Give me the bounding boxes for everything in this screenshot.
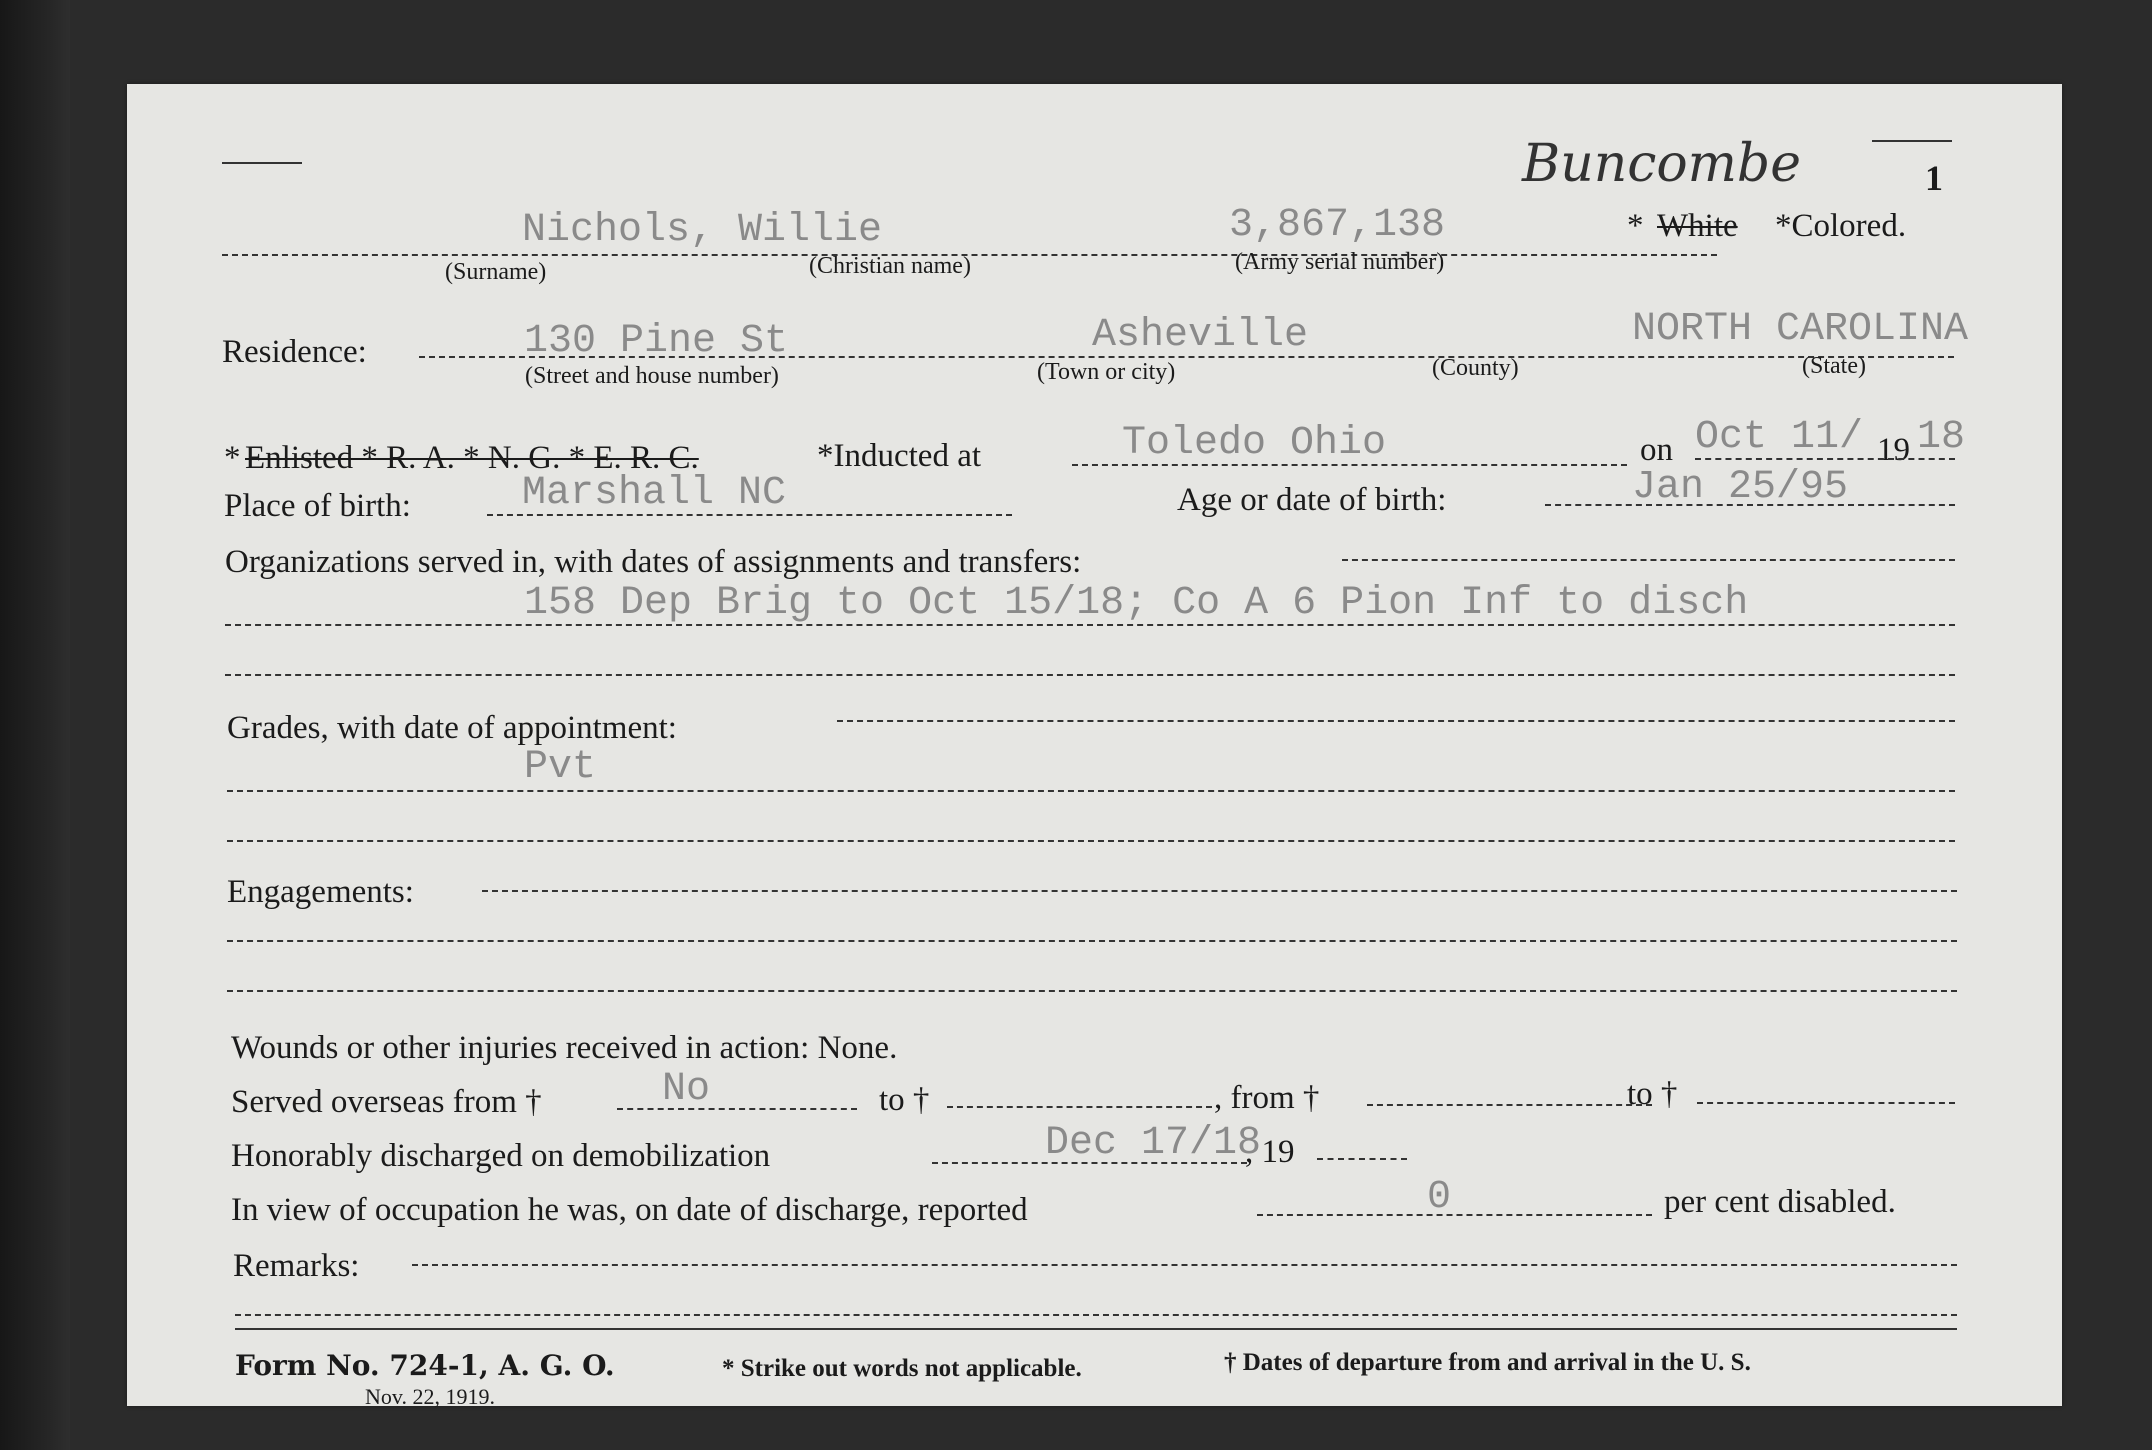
date-line <box>1695 458 1955 460</box>
top-left-rule <box>222 162 302 164</box>
residence-line <box>419 356 1954 358</box>
footer-rule <box>235 1328 1957 1330</box>
overseas-to-line <box>947 1106 1212 1108</box>
serial-value: 3,867,138 <box>1229 203 1446 248</box>
engagements-label: Engagements: <box>227 874 414 910</box>
dates-note: † Dates of departure from and arrival in the U. S. <box>1224 1349 1751 1376</box>
grades-line-2 <box>227 790 1955 792</box>
year-prefix: 19 <box>1877 432 1910 468</box>
remarks-line-2 <box>235 1314 1957 1316</box>
overseas-from-line <box>617 1108 857 1110</box>
grades-line-3 <box>227 840 1955 842</box>
enlisted-asterisk: * <box>224 440 241 476</box>
page-number: 1 <box>1925 158 1943 198</box>
state-label: (State) <box>1802 353 1866 379</box>
residence-label: Residence: <box>222 334 367 370</box>
overseas-to2-line <box>1697 1102 1955 1104</box>
birth-date-line <box>1545 504 1955 506</box>
birth-date-label: Age or date of birth: <box>1177 482 1447 518</box>
organizations-line-2 <box>225 624 1955 626</box>
county-handwritten: Buncombe <box>1522 134 1801 194</box>
overseas-to-label: to † <box>879 1082 930 1118</box>
birth-place-line <box>487 514 1012 516</box>
residence-state: NORTH CAROLINA <box>1632 307 1969 352</box>
race-white-struck: White <box>1657 208 1738 244</box>
inducted-place: Toledo Ohio <box>1122 421 1387 466</box>
inducted-line <box>1072 464 1627 466</box>
overseas-label: Served overseas from † <box>231 1084 542 1120</box>
race-prefix: * <box>1627 208 1644 244</box>
engagements-line-3 <box>227 990 1957 992</box>
discharge-label: Honorably discharged on demobilization <box>231 1138 771 1174</box>
grades-label: Grades, with date of appointment: <box>227 710 677 746</box>
disability-line <box>1257 1214 1652 1216</box>
form-date: Nov. 22, 1919. <box>365 1384 495 1409</box>
discharge-year-line <box>1317 1158 1407 1160</box>
organizations-line-3 <box>225 674 1955 676</box>
county-label: (County) <box>1432 355 1519 381</box>
remarks-label: Remarks: <box>233 1248 360 1284</box>
on-label: on <box>1640 432 1673 468</box>
name-value: Nichols, Willie <box>522 208 883 253</box>
top-right-rule <box>1872 140 1952 142</box>
disability-suffix: per cent disabled. <box>1664 1184 1896 1220</box>
birth-place-label: Place of birth: <box>224 488 411 524</box>
organizations-line-1 <box>1342 559 1955 561</box>
street-label: (Street and house number) <box>525 363 779 389</box>
birth-place: Marshall NC <box>522 471 787 516</box>
residence-town: Asheville <box>1092 313 1309 358</box>
inducted-year: 18 <box>1917 415 1966 460</box>
discharge-year-label: , 19 <box>1245 1134 1295 1170</box>
disability-value: 0 <box>1427 1175 1452 1220</box>
strike-note: * Strike out words not applicable. <box>722 1355 1082 1382</box>
residence-street: 130 Pine St <box>524 319 789 364</box>
organizations-value: 158 Dep Brig to Oct 15/18; Co A 6 Pion Inf to disch <box>524 581 1749 626</box>
engagements-line-1 <box>482 890 1957 892</box>
overseas-from2-line <box>1367 1104 1652 1106</box>
surname-label: (Surname) <box>445 259 547 285</box>
inducted-date: Oct 11/ <box>1695 415 1864 460</box>
organizations-label: Organizations served in, with dates of assignments and transfers: <box>225 544 1082 580</box>
remarks-line-1 <box>412 1264 1957 1266</box>
serial-label: (Army serial number) <box>1235 249 1445 275</box>
overseas-to2-label: to † <box>1627 1076 1678 1112</box>
race-colored: *Colored. <box>1775 208 1907 244</box>
wounds-label: Wounds or other injuries received in action: None. <box>231 1030 898 1066</box>
inducted-label: *Inducted at <box>817 438 982 474</box>
service-record-card <box>127 84 2062 1409</box>
form-number: Form No. 724-1, A. G. O. <box>235 1349 615 1382</box>
town-label: (Town or city) <box>1037 359 1176 385</box>
grades-value: Pvt <box>524 745 597 790</box>
grades-line-1 <box>837 720 1955 722</box>
enlisted-struck: Enlisted * R. A. * N. G. * E. R. C. <box>245 440 699 476</box>
engagements-line-2 <box>227 940 1957 942</box>
overseas-from-value: No <box>662 1067 711 1112</box>
scan-border <box>0 0 70 1450</box>
discharge-line <box>932 1162 1247 1164</box>
disability-label: In view of occupation he was, on date of discharge, reported <box>231 1192 1028 1228</box>
christian-name-label: (Christian name) <box>809 253 971 279</box>
overseas-from2-label: , from † <box>1214 1080 1320 1116</box>
birth-date: Jan 25/95 <box>1632 465 1849 510</box>
discharge-date: Dec 17/18 <box>1045 1121 1262 1166</box>
